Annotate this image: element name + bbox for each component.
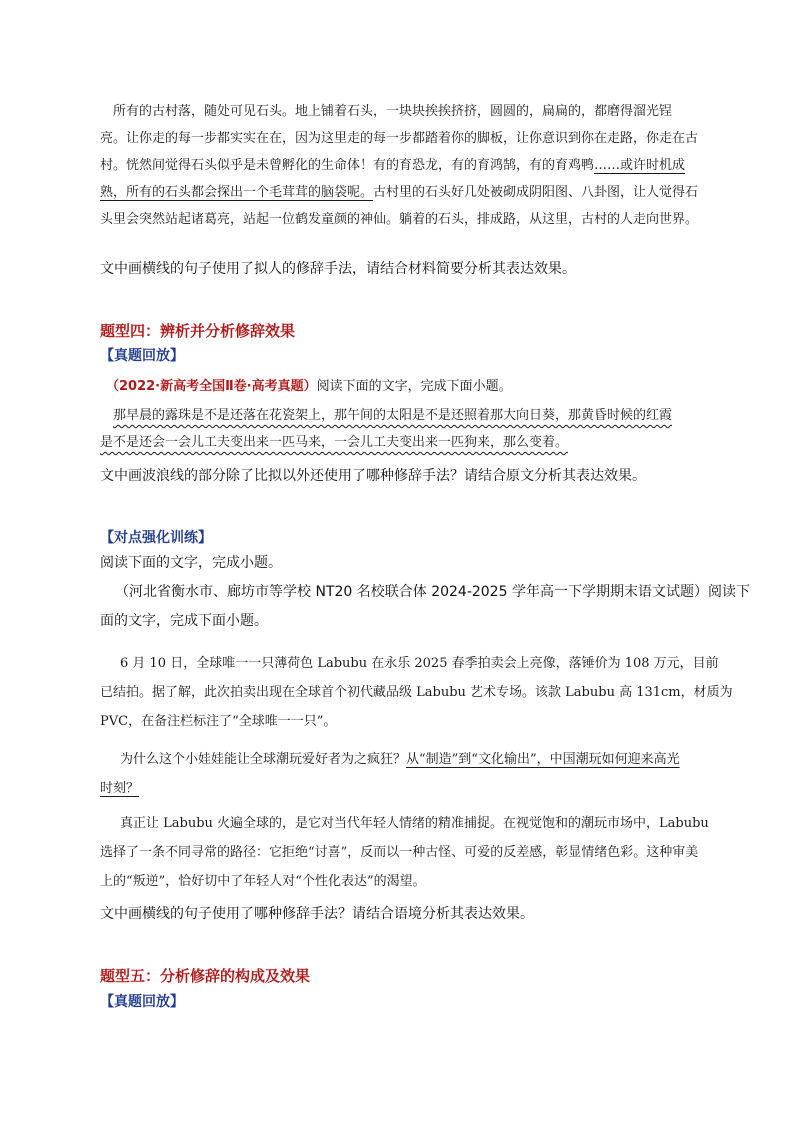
source-line-1: （河北省衡水市、廊坊市等学校 NT20 名校联合体 2024-2025 学年高一下学期期末语文试题）阅读下 xyxy=(115,584,750,600)
question-one: 文中画横线的句子使用了拟人的修辞手法，请结合材料简要分析其表达效果。 xyxy=(100,261,576,277)
passage-one xyxy=(100,98,715,233)
passage-one-line xyxy=(100,152,715,179)
labubu-paragraph-1 xyxy=(100,649,733,736)
intro-line: 阅读下面的文字，完成小题。 xyxy=(100,555,282,571)
labubu-line: 选择了一条不同寻常的路径：它拒绝“讨喜”，反而以一种古怪、可爱的反差感，彰显情绪色彩。这种审美 xyxy=(100,845,699,860)
labubu-line: 上的“叛逆”，恰好切中了年轻人对“个性化表达”的渴望。 xyxy=(100,874,426,889)
question-three: 文中画横线的句子使用了哪种修辞手法？请结合语境分析其表达效果。 xyxy=(100,906,534,922)
passage-one-line xyxy=(100,179,715,206)
underlined-sentence: 熟，所有的石头都会探出一个毛茸茸的脑袋呢。 xyxy=(100,185,374,200)
passage-one-line: 头里会突然站起诸葛亮，站起一位鹤发童颜的神仙。躺着的石头，排成路，从这里，古村的人走向世界。 xyxy=(100,212,699,227)
section-tag: 【真题回放】 xyxy=(100,994,184,1010)
underlined-sentence: 时刻？ xyxy=(100,781,140,796)
passage-one-text: 村。恍然间觉得石头似乎是未曾孵化的生命体！有的育恐龙，有的育鸿鹄，有的育鸡鸭 xyxy=(100,158,595,173)
passage-two xyxy=(100,402,715,456)
labubu-paragraph-3 xyxy=(100,809,720,896)
source-line-2: 面的文字，完成下面小题。 xyxy=(100,613,268,629)
passage-one-line: 所有的古村落，随处可见石头。地上铺着石头，一块块挨挨挤挤，圆圆的，扁扁的，都磨得溜光锃 xyxy=(113,104,673,119)
section-title: 题型五：分析修辞的构成及效果 xyxy=(100,967,311,985)
labubu-line: PVC，在备注栏标注了“全球唯一一只”。 xyxy=(100,714,337,729)
labubu-line xyxy=(100,745,720,774)
question-two: 文中画波浪线的部分除了比拟以外还使用了哪种修辞手法？请结合原文分析其表达效果。 xyxy=(100,468,646,484)
labubu-paragraph-2 xyxy=(100,745,720,803)
underlined-sentence: ……或许时机成 xyxy=(594,158,686,173)
section-tag: 【真题回放】 xyxy=(100,348,184,364)
labubu-line: 6 月 10 日，全球唯一一只薄荷色 Labubu 在永乐 2025 春季拍卖会上亮像，落锤价为 108 万元，目前 xyxy=(120,656,719,671)
underlined-sentence: 从“制造”到“文化输出”，中国潮玩如何迎来高光 xyxy=(406,752,680,767)
passage-one-text: 古村里的石头好几处被砌成阴阳图、八卦图，让人觉得石 xyxy=(373,185,699,200)
passage-one-line: 亮。让你走的每一步都实实在在，因为这里走的每一步都踏着你的脚板，让你意识到你在走路，你走在古 xyxy=(100,131,699,146)
source-citation: （2022·新高考全国Ⅱ卷·高考真题） xyxy=(106,379,317,394)
section-title: 题型四：辨析并分析修辞效果 xyxy=(100,322,296,340)
labubu-line: 已结拍。据了解，此次拍卖出现在全球首个初代藏品级 Labubu 艺术专场。该款 Labubu 高 131cm，材质为 xyxy=(100,685,733,700)
source-line xyxy=(106,375,512,394)
labubu-line: 真正让 Labubu 火遍全球的，是它对当代年轻人情绪的精准捕捉。在视觉饱和的潮玩市场中，Labubu xyxy=(120,816,709,831)
training-intro xyxy=(100,549,750,636)
labubu-text: 为什么这个小娃娃能让全球潮玩爱好者为之疯狂？ xyxy=(120,752,407,767)
wavy-line: 那早晨的露珠是不是还落在花瓷架上，那午间的太阳是不是还照着那大向日葵，那黄昏时候的红霞 xyxy=(113,408,673,423)
training-tag: 【对点强化训练】 xyxy=(100,530,212,546)
wavy-line: 是不是还会一会儿工夫变出来一匹马来，一会儿工夫变出来一匹狗来，那么变着。 xyxy=(100,435,569,450)
source-instruction: 阅读下面的文字，完成下面小题。 xyxy=(316,379,512,394)
